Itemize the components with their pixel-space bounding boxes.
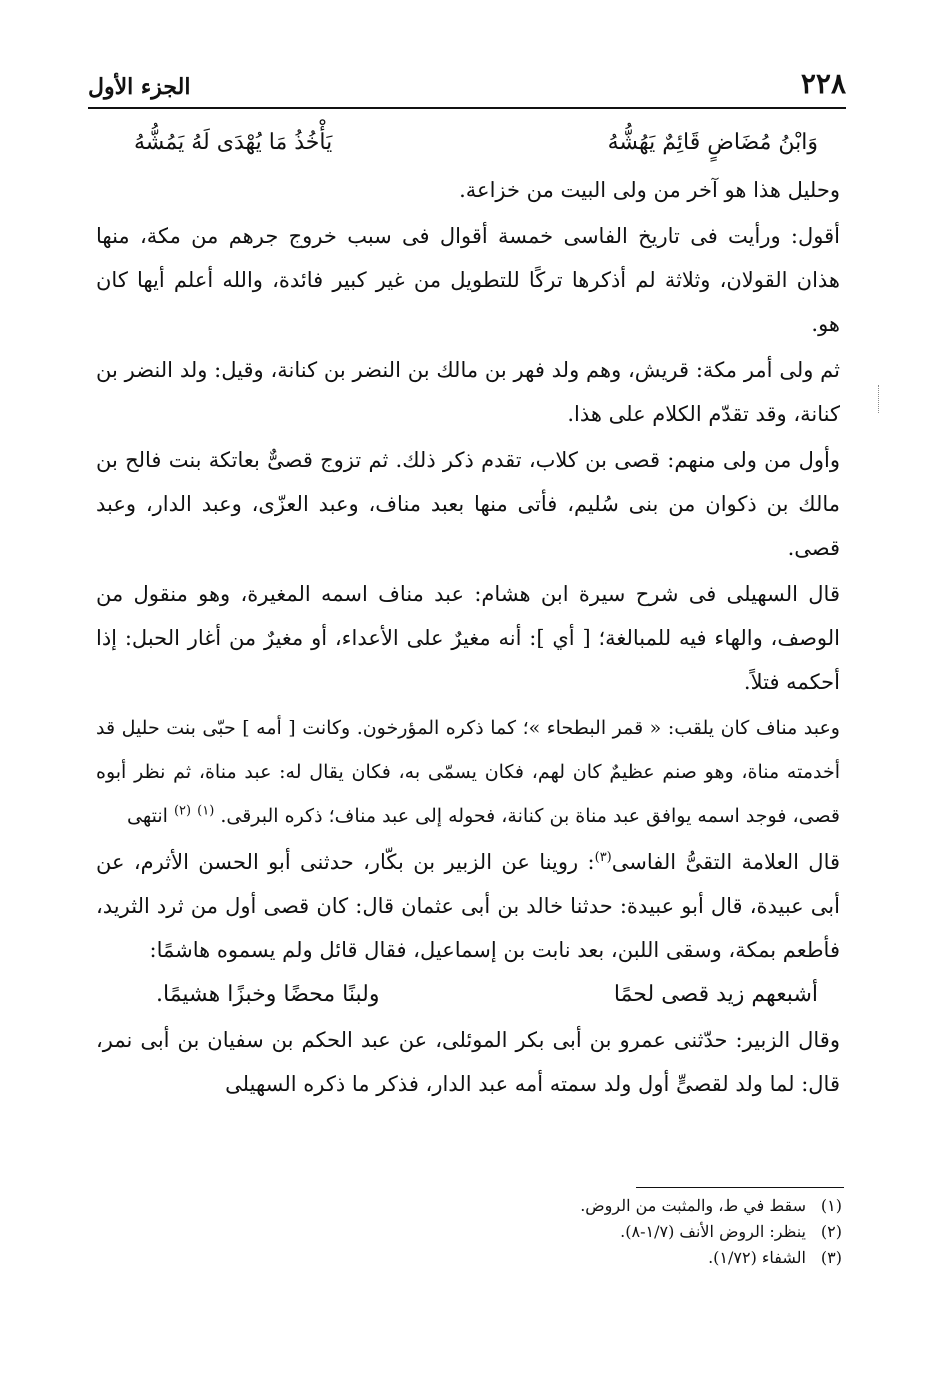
page-header xyxy=(88,52,846,100)
footnote-text: سقط في ط، والمثبت من الروض. xyxy=(580,1196,806,1215)
paragraph-7-body: : روينا عن الزبير بن بكّار، حدثنى أبو الحسن الأثرم، عن أبى عبيدة، قال أبو عبيدة: حدثنا خالد بن أبى عثمان قال: كان قصى أول من ثرد الثريد، فأطعم بمكة، وسقى اللبن، بعد نابت بن إسماعيل، فقال قائل ولم يسموه هاشمًا: xyxy=(96,850,840,962)
footnote xyxy=(360,1193,842,1219)
paragraph-3: ثم ولى أمر مكة: قريش، وهم ولد فهر بن مالك بن النضر بن كنانة، وقيل: ولد النضر بن كنانة، وقد تقدّم الكلام على هذا. xyxy=(96,358,840,426)
gutter-mark xyxy=(878,385,880,413)
main-text xyxy=(96,118,840,1106)
footnote-ref-2: (٢) xyxy=(173,803,192,819)
page-number: ٢٢٨ xyxy=(800,67,846,100)
verse-1-right-hemistich: وَابْنُ مُضَاضٍ قَائِمٌ يَهُشُّهُ xyxy=(607,130,818,155)
running-title: الجزء الأول xyxy=(88,74,191,100)
footnote-text: الشفاء (١/٧٢). xyxy=(708,1248,806,1267)
verse-2-left-hemistich: ولبنًا محضًا وخبزًا هشيمًا. xyxy=(156,982,380,1007)
footnote-number: (٣) xyxy=(820,1248,842,1267)
footnote xyxy=(360,1219,842,1245)
paragraph-2: أقول: ورأيت فى تاريخ الفاسى خمسة أقوال فى سبب خروج جرهم من مكة، منها هذان القولان، وثلاثة لم أذكرها تركًا للتطويل من غير كبير فائدة، والله أعلم أيها كان هو. xyxy=(96,224,840,336)
verse-1-left-hemistich: يَأْخُذُ مَا يُهْدَى لَهُ يَمُشُّهُ xyxy=(134,130,333,155)
paragraph-7 xyxy=(96,840,840,972)
footnote-number: (١) xyxy=(820,1196,842,1215)
verse-2 xyxy=(96,972,840,1018)
verse-1 xyxy=(96,118,840,168)
footnote-ref-3: (٣) xyxy=(594,850,612,865)
paragraph-6-text: وعبد مناف كان يلقب: « قمر البطحاء »؛ كما ذكره المؤرخون. وكانت [ أمه ] حبّى بنت حليل قد أخدمته مناة، وهو صنم عظيمٌ كان لهم، فكان يسمّى به، فكان يقال له: عبد مناة، ثم نظر أبوه قصى، فوجد اسمه يوافق عبد مناة بن كنانة، فحوله إلى عبد مناف؛ ذكره البرقى. xyxy=(96,717,840,827)
header-rule xyxy=(88,107,846,109)
footnotes xyxy=(360,1193,842,1271)
footnote-ref-1: (١) xyxy=(197,803,215,819)
footnote-number: (٢) xyxy=(820,1222,842,1241)
paragraph-6-end: انتهى xyxy=(127,805,168,827)
footnote xyxy=(360,1245,842,1271)
paragraph-1: وحليل هذا هو آخر من ولى البيت من خزاعة. xyxy=(459,178,840,202)
paragraph-4: وأول من ولى منهم: قصى بن كلاب، تقدم ذكر ذلك. ثم تزوج قصىٌّ بعاتكة بنت فالح بن مالك بن ذكوان من بنى سُليم، فأتى منها بعبد مناف، وعبد العزّى، وعبد الدار، وعبد قصى. xyxy=(96,448,840,560)
paragraph-8: وقال الزبير: حدّثنى عمرو بن أبى بكر الموئلى، عن عبد الحكم بن سفيان بن أبى نمر، قال: لما ولد لقصىٍّ أول ولد سمته أمه عبد الدار، فذكر ما ذكره السهيلى xyxy=(96,1028,840,1096)
footnote-rule xyxy=(636,1187,844,1188)
verse-2-right-hemistich: أشبعهم زيد قصى لحمًا xyxy=(613,982,818,1007)
paragraph-6 xyxy=(96,706,840,838)
paragraph-5: قال السهيلى فى شرح سيرة ابن هشام: عبد مناف اسمه المغيرة، وهو منقول من الوصف، والهاء فيه للمبالغة؛ [ أي ]: أنه مغيرٌ على الأعداء، أو مغيرٌ من أغار الحبل: إذا أحكمه فتلاً. xyxy=(96,582,840,694)
paragraph-7-opening: قال العلامة التقىُّ الفاسى xyxy=(611,850,841,874)
footnote-text: ينظر: الروض الأنف (١/٧-٨). xyxy=(620,1222,806,1241)
